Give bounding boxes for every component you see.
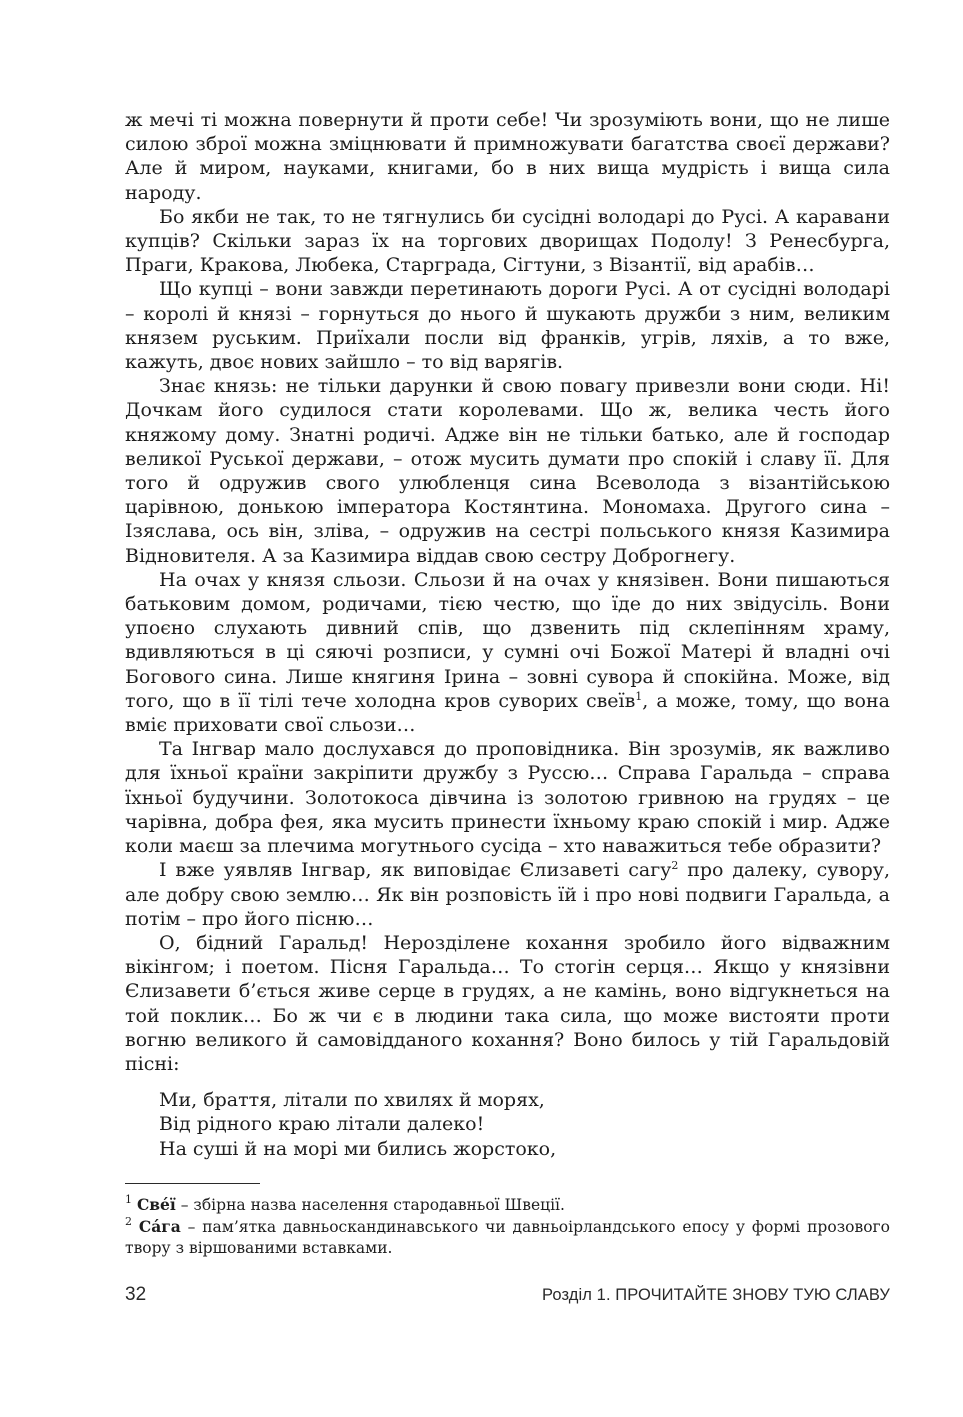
footnote-divider [125, 1183, 260, 1184]
poem-verse [125, 1088, 890, 1161]
verse-line: Від рідного краю літали далеко! [159, 1113, 485, 1136]
footnote-mark: 2 [125, 1215, 132, 1228]
footnote-mark: 1 [125, 1193, 132, 1206]
footnote-ref: 2 [671, 859, 679, 873]
page-number: 32 [125, 1284, 147, 1305]
footnote-term: Свéї [136, 1195, 176, 1214]
paragraph-text: І вже уявляв Інгвар, як виповідає Єлизаветі сагу [159, 859, 672, 882]
paragraph [125, 858, 890, 931]
paragraph: ж мечі ті можна повернути й проти себе! Чи зрозуміють вони, що не лише силою зброї можна зміцнювати й примножувати багатства своєї держави? Але й миром, науками, книгами, бо в них вища мудрість і вища сила народу. [125, 109, 890, 204]
paragraph: Та Інгвар мало дослухався до проповідника. Він зрозумів, як важливо для їхньої країни закріпити дружбу з Руссю… Справа Гаральда – справа їхньої будучини. Золотокоса дівчина із золотою гривною на грудях – це чарівна, добра фея, яка мусить принести їхньому краю спокій і мир. Адже коли маєш за плечима могутнього сусіда – хто наважиться тебе образити? [125, 738, 890, 858]
paragraph [125, 568, 890, 737]
paragraph-text: про далеку, сувору, але добру свою землю… Як він розповість їй і про нові подвиги Гаральда, а потім – про його пісню… [125, 859, 890, 930]
footnotes [125, 1194, 890, 1259]
footnote [125, 1216, 890, 1259]
footnote-text: – пам’ятка давньоскандинавського чи давньоірландського епосу у формі прозового твору з віршованими вставками. [125, 1218, 890, 1257]
paragraph-text: , а може, тому, що вона вміє приховати свої сльози… [125, 689, 890, 737]
running-footer: Розділ 1. ПРОЧИТАЙТЕ ЗНОВУ ТУЮ СЛАВУ [541, 1286, 890, 1304]
footnote-text: – збірна назва населення стародавньої Швеції. [175, 1196, 565, 1214]
paragraph-text: На очах у князя сльози. Сльози й на очах у князівен. Вони пишаються батьковим домом, родичами, тією честю, що їде до них звідусіль. Вони упоєно слухають дивний спів, що дзвенить під склепінням храму, вдивляються в ці сяючі розписи, у сумні очі Божої Матері й владні очі Богового сина. Лише княгиня Ірина – зовні сувора й спокійна. Може, від того, що в її тілі тече холодна кров суворих свеїв [125, 568, 890, 712]
footnote-term: Сáга [138, 1217, 181, 1236]
main-text [125, 108, 890, 1161]
paragraph: Знає князь: не тільки дарунки й свою повагу привезли вони сюди. Ні! Дочкам його судилося стати королевами. Що ж, велика честь його княжому дому. Знатні родичі. Адже він не тільки батько, але й господар великої Руської держави, – отож мусить думати про спокій і славу її. Для того й одружив свого улюбленця сина Всеволода з візантійською царівною, донькою імператора Костянтина. Мономаха. Другого сина – Ізяслава, ось він, зліва, – одружив на сестрі польського князя Казимира Відновителя. А за Казимира віддав свою сестру Доброгнегу. [125, 375, 890, 567]
footnote [125, 1194, 890, 1216]
verse-line: На суші й на морі ми бились жорстоко, [159, 1137, 557, 1160]
paragraph: Бо якби не так, то не тягнулись би сусідні володарі до Русі. А каравани купців? Скільки зараз їх на торгових дворищах Подолу! З Ренесбурга, Праги, Кракова, Любека, Старграда, Сігтуни, з Візантії, від арабів… [125, 205, 890, 277]
footnote-ref: 1 [635, 689, 643, 703]
verse-line: Ми, браття, літали по хвилях й морях, [159, 1089, 545, 1112]
paragraph: О, бідний Гаральд! Нерозділене кохання зробило його відважним вікінгом; і поетом. Пісня Гаральда… То стогін серця… Якщо у князівни Єлизавети б’ється живе серце в грудях, а не камінь, воно відгукнеться на той поклик… Бо ж чи є в людини така сила, що може вистояти проти вогню великого й самовідданого кохання? Воно билось у тій Гаральдовій пісні: [125, 931, 890, 1075]
paragraph: Що купці – вони завжди перетинають дороги Русі. А от сусідні володарі – королі й князі – горнуться до нього й шукають дружби з ним, великим князем руським. Приїхали посли від франків, угрів, ляхів, а то вже, кажуть, двоє нових зайшло – то від варягів. [125, 278, 890, 374]
